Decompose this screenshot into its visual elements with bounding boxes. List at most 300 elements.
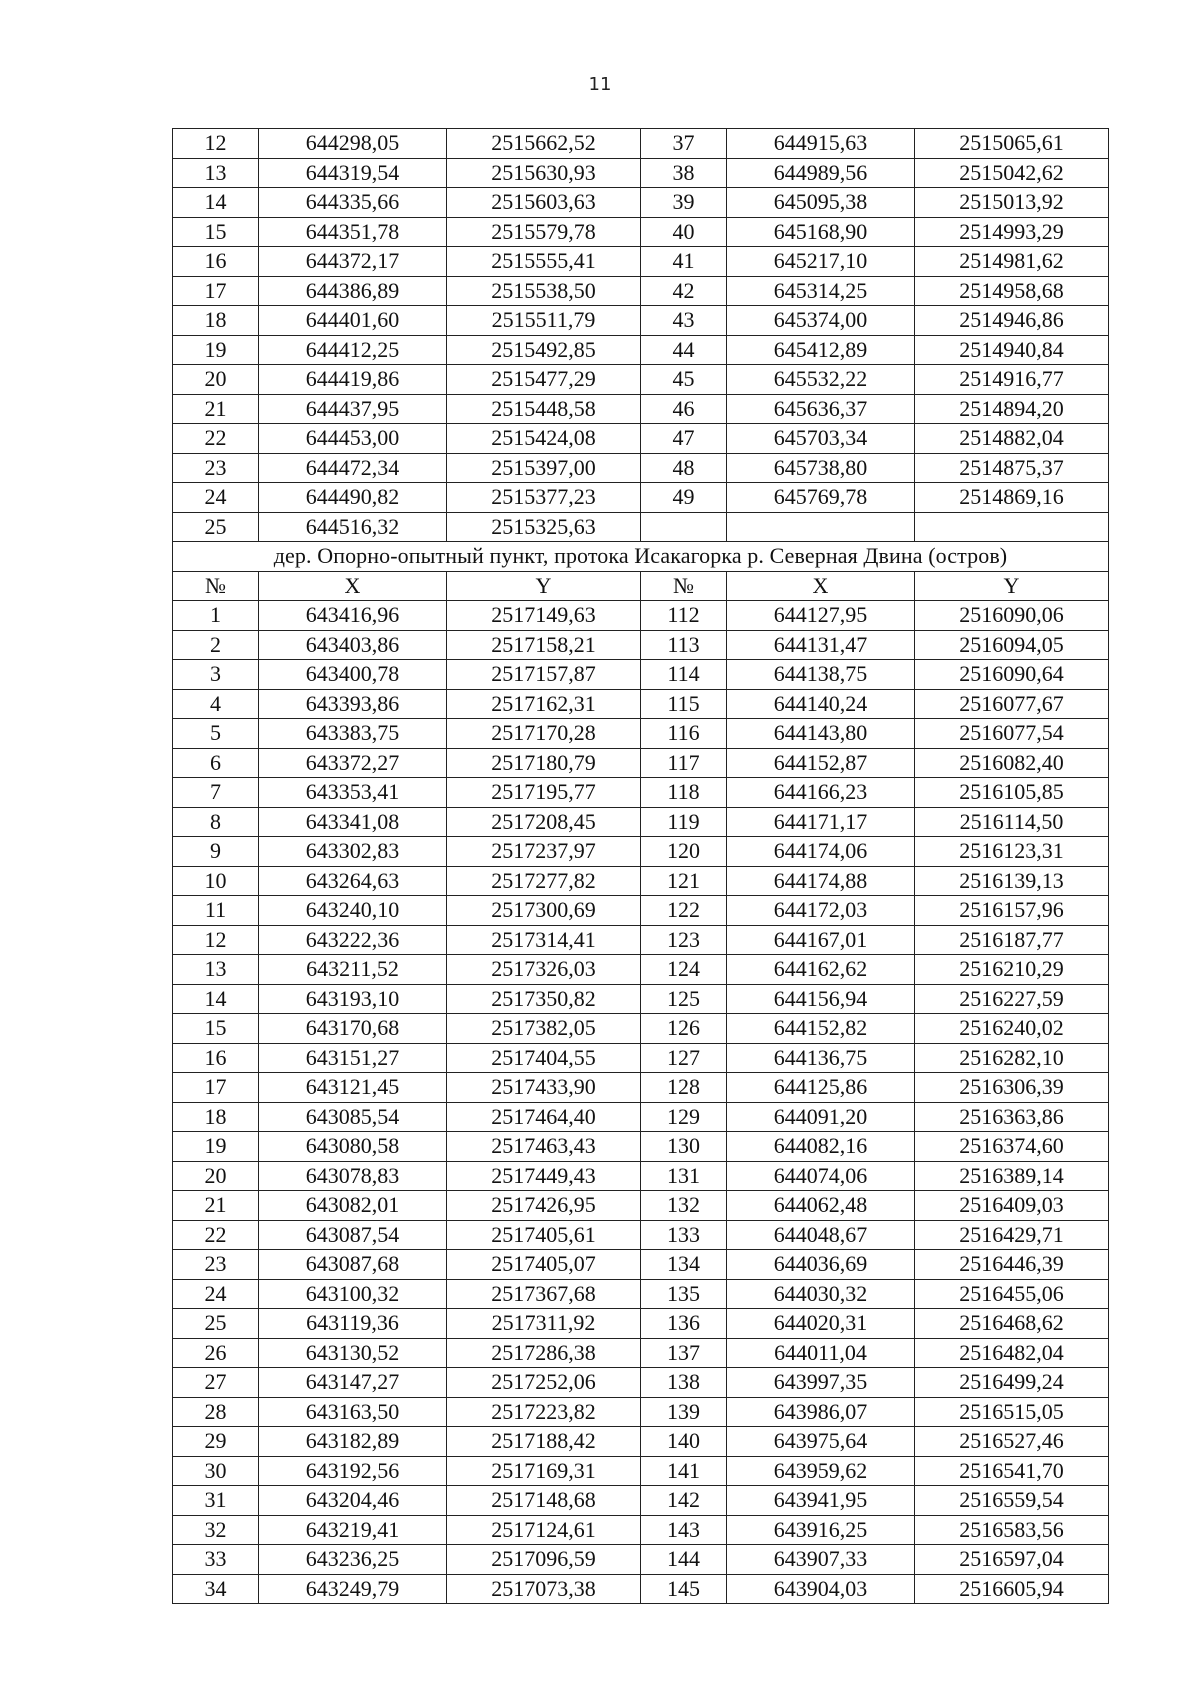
x-value: 644152,87 xyxy=(727,748,915,778)
point-number: 31 xyxy=(173,1486,259,1516)
x-value: 643353,41 xyxy=(259,778,447,808)
x-value: 644138,75 xyxy=(727,660,915,690)
x-value: 643264,63 xyxy=(259,866,447,896)
point-number: 16 xyxy=(173,1043,259,1073)
x-value: 644048,67 xyxy=(727,1220,915,1250)
y-value: 2517169,31 xyxy=(447,1456,641,1486)
point-number: 135 xyxy=(641,1279,727,1309)
x-value: 643170,68 xyxy=(259,1014,447,1044)
x-value: 643400,78 xyxy=(259,660,447,690)
x-value: 644372,17 xyxy=(259,247,447,277)
point-number: 112 xyxy=(641,601,727,631)
point-number: 145 xyxy=(641,1574,727,1604)
point-number: 23 xyxy=(173,453,259,483)
point-number: 134 xyxy=(641,1250,727,1280)
point-number: 137 xyxy=(641,1338,727,1368)
y-value: 2517195,77 xyxy=(447,778,641,808)
y-value: 2517237,97 xyxy=(447,837,641,867)
x-value: 643119,36 xyxy=(259,1309,447,1339)
y-value: 2515325,63 xyxy=(447,512,641,542)
table-row xyxy=(173,601,1109,631)
x-value: 644030,32 xyxy=(727,1279,915,1309)
point-number: 17 xyxy=(173,276,259,306)
table-row xyxy=(173,1043,1109,1073)
y-value: 2517073,38 xyxy=(447,1574,641,1604)
y-value: 2516187,77 xyxy=(915,925,1109,955)
y-value: 2517449,43 xyxy=(447,1161,641,1191)
point-number: 13 xyxy=(173,158,259,188)
table-row xyxy=(173,807,1109,837)
point-number: 21 xyxy=(173,1191,259,1221)
y-value: 2517162,31 xyxy=(447,689,641,719)
x-value: 644140,24 xyxy=(727,689,915,719)
y-value: 2517157,87 xyxy=(447,660,641,690)
y-value: 2514916,77 xyxy=(915,365,1109,395)
table-row xyxy=(173,453,1109,483)
point-number: 15 xyxy=(173,217,259,247)
y-value: 2515065,61 xyxy=(915,129,1109,159)
point-number: 44 xyxy=(641,335,727,365)
x-value: 645412,89 xyxy=(727,335,915,365)
x-value: 643383,75 xyxy=(259,719,447,749)
table-row xyxy=(173,1279,1109,1309)
header-row xyxy=(173,571,1109,601)
y-value: 2515448,58 xyxy=(447,394,641,424)
table-row xyxy=(173,984,1109,1014)
point-number: 115 xyxy=(641,689,727,719)
table-row xyxy=(173,866,1109,896)
x-value: 645636,37 xyxy=(727,394,915,424)
y-value: 2516306,39 xyxy=(915,1073,1109,1103)
point-number: 116 xyxy=(641,719,727,749)
x-value: 643087,68 xyxy=(259,1250,447,1280)
point-number: 34 xyxy=(173,1574,259,1604)
y-value: 2517124,61 xyxy=(447,1515,641,1545)
table-row xyxy=(173,1397,1109,1427)
point-number: 12 xyxy=(173,129,259,159)
y-value: 2515662,52 xyxy=(447,129,641,159)
x-value: 644036,69 xyxy=(727,1250,915,1280)
table-row xyxy=(173,630,1109,660)
point-number: 40 xyxy=(641,217,727,247)
point-number: 124 xyxy=(641,955,727,985)
x-value: 643151,27 xyxy=(259,1043,447,1073)
y-value: 2514940,84 xyxy=(915,335,1109,365)
table-row xyxy=(173,1486,1109,1516)
table-row xyxy=(173,1102,1109,1132)
point-number: 128 xyxy=(641,1073,727,1103)
table-row xyxy=(173,188,1109,218)
x-value: 644298,05 xyxy=(259,129,447,159)
y-value: 2514946,86 xyxy=(915,306,1109,336)
header-x-2: X xyxy=(727,571,915,601)
y-value: 2517149,63 xyxy=(447,601,641,631)
x-value: 643085,54 xyxy=(259,1102,447,1132)
point-number: 41 xyxy=(641,247,727,277)
point-number: 6 xyxy=(173,748,259,778)
y-value: 2514958,68 xyxy=(915,276,1109,306)
table-row xyxy=(173,778,1109,808)
point-number: 3 xyxy=(173,660,259,690)
point-number: 10 xyxy=(173,866,259,896)
x-value: 643240,10 xyxy=(259,896,447,926)
table-row xyxy=(173,158,1109,188)
point-number: 14 xyxy=(173,984,259,1014)
x-value: 643204,46 xyxy=(259,1486,447,1516)
y-value: 2516105,85 xyxy=(915,778,1109,808)
x-value: 644174,88 xyxy=(727,866,915,896)
point-number: 142 xyxy=(641,1486,727,1516)
y-value: 2516139,13 xyxy=(915,866,1109,896)
point-number: 37 xyxy=(641,129,727,159)
x-value: 644490,82 xyxy=(259,483,447,513)
y-value: 2515377,23 xyxy=(447,483,641,513)
x-value: 643087,54 xyxy=(259,1220,447,1250)
x-value: 643080,58 xyxy=(259,1132,447,1162)
point-number: 117 xyxy=(641,748,727,778)
table-row xyxy=(173,424,1109,454)
x-value: 644020,31 xyxy=(727,1309,915,1339)
y-value: 2516499,24 xyxy=(915,1368,1109,1398)
table-row xyxy=(173,365,1109,395)
point-number: 14 xyxy=(173,188,259,218)
table-row xyxy=(173,1574,1109,1604)
x-value: 644412,25 xyxy=(259,335,447,365)
x-value: 644167,01 xyxy=(727,925,915,955)
y-value: 2516482,04 xyxy=(915,1338,1109,1368)
y-value: 2516429,71 xyxy=(915,1220,1109,1250)
point-number: 140 xyxy=(641,1427,727,1457)
x-value: 645217,10 xyxy=(727,247,915,277)
point-number: 2 xyxy=(173,630,259,660)
y-value: 2516210,29 xyxy=(915,955,1109,985)
y-value: 2515630,93 xyxy=(447,158,641,188)
y-value: 2516157,96 xyxy=(915,896,1109,926)
y-value: 2515013,92 xyxy=(915,188,1109,218)
x-value: 645314,25 xyxy=(727,276,915,306)
y-value: 2514894,20 xyxy=(915,394,1109,424)
point-number: 18 xyxy=(173,306,259,336)
table-row xyxy=(173,483,1109,513)
x-value: 643219,41 xyxy=(259,1515,447,1545)
y-value: 2515397,00 xyxy=(447,453,641,483)
x-value: 643222,36 xyxy=(259,925,447,955)
y-value: 2517096,59 xyxy=(447,1545,641,1575)
table-row xyxy=(173,1368,1109,1398)
table-row xyxy=(173,1220,1109,1250)
x-value: 644351,78 xyxy=(259,217,447,247)
point-number: 7 xyxy=(173,778,259,808)
x-value: 643100,32 xyxy=(259,1279,447,1309)
point-number: 144 xyxy=(641,1545,727,1575)
point-number: 138 xyxy=(641,1368,727,1398)
x-value: 644335,66 xyxy=(259,188,447,218)
point-number: 25 xyxy=(173,512,259,542)
y-value: 2516082,40 xyxy=(915,748,1109,778)
x-value: 643147,27 xyxy=(259,1368,447,1398)
x-value: 643403,86 xyxy=(259,630,447,660)
y-value: 2517300,69 xyxy=(447,896,641,926)
point-number: 127 xyxy=(641,1043,727,1073)
x-value: 644011,04 xyxy=(727,1338,915,1368)
y-value: 2517405,61 xyxy=(447,1220,641,1250)
y-value: 2517464,40 xyxy=(447,1102,641,1132)
x-value: 643182,89 xyxy=(259,1427,447,1457)
y-value: 2516077,67 xyxy=(915,689,1109,719)
point-number: 47 xyxy=(641,424,727,454)
x-value: 643130,52 xyxy=(259,1338,447,1368)
y-value: 2515555,41 xyxy=(447,247,641,277)
y-value: 2517311,92 xyxy=(447,1309,641,1339)
y-value: 2517286,38 xyxy=(447,1338,641,1368)
x-value: 643986,07 xyxy=(727,1397,915,1427)
y-value: 2517277,82 xyxy=(447,866,641,896)
y-value: 2517433,90 xyxy=(447,1073,641,1103)
point-number: 30 xyxy=(173,1456,259,1486)
table-row xyxy=(173,1338,1109,1368)
point-number: 21 xyxy=(173,394,259,424)
x-value: 645095,38 xyxy=(727,188,915,218)
y-value: 2517158,21 xyxy=(447,630,641,660)
x-value: 644062,48 xyxy=(727,1191,915,1221)
x-value: 645374,00 xyxy=(727,306,915,336)
point-number: 38 xyxy=(641,158,727,188)
y-value: 2517148,68 xyxy=(447,1486,641,1516)
point-number: 141 xyxy=(641,1456,727,1486)
x-value: 643904,03 xyxy=(727,1574,915,1604)
y-value: 2517252,06 xyxy=(447,1368,641,1398)
section-title-row xyxy=(173,542,1109,572)
x-value: 643192,56 xyxy=(259,1456,447,1486)
y-value: 2515603,63 xyxy=(447,188,641,218)
y-value: 2516446,39 xyxy=(915,1250,1109,1280)
header-number-1: № xyxy=(173,571,259,601)
x-value: 643975,64 xyxy=(727,1427,915,1457)
point-number: 43 xyxy=(641,306,727,336)
point-number: 16 xyxy=(173,247,259,277)
y-value: 2517350,82 xyxy=(447,984,641,1014)
point-number: 118 xyxy=(641,778,727,808)
x-value: 645703,34 xyxy=(727,424,915,454)
y-value: 2516527,46 xyxy=(915,1427,1109,1457)
page-number: 11 xyxy=(588,74,612,95)
table-row xyxy=(173,1014,1109,1044)
y-value: 2516114,50 xyxy=(915,807,1109,837)
point-number: 136 xyxy=(641,1309,727,1339)
header-number-2: № xyxy=(641,571,727,601)
x-value: 645738,80 xyxy=(727,453,915,483)
point-number: 45 xyxy=(641,365,727,395)
x-value: 643959,62 xyxy=(727,1456,915,1486)
table-row xyxy=(173,512,1109,542)
point-number: 23 xyxy=(173,1250,259,1280)
x-value: 644419,86 xyxy=(259,365,447,395)
point-number: 20 xyxy=(173,365,259,395)
table-row xyxy=(173,896,1109,926)
x-value: 644143,80 xyxy=(727,719,915,749)
x-value: 643393,86 xyxy=(259,689,447,719)
table-row xyxy=(173,689,1109,719)
point-number: 22 xyxy=(173,1220,259,1250)
point-number: 24 xyxy=(173,1279,259,1309)
table-row xyxy=(173,660,1109,690)
point-number: 13 xyxy=(173,955,259,985)
y-value: 2515511,79 xyxy=(447,306,641,336)
x-value: 644166,23 xyxy=(727,778,915,808)
y-value: 2515492,85 xyxy=(447,335,641,365)
point-number: 22 xyxy=(173,424,259,454)
y-value: 2517426,95 xyxy=(447,1191,641,1221)
table-row xyxy=(173,306,1109,336)
table-row xyxy=(173,837,1109,867)
point-number: 15 xyxy=(173,1014,259,1044)
x-value: 644437,95 xyxy=(259,394,447,424)
header-y-1: Y xyxy=(447,571,641,601)
x-value: 644152,82 xyxy=(727,1014,915,1044)
bottom-section xyxy=(173,601,1109,1604)
y-value: 2516515,05 xyxy=(915,1397,1109,1427)
point-number: 133 xyxy=(641,1220,727,1250)
x-value: 644074,06 xyxy=(727,1161,915,1191)
y-value: 2517170,28 xyxy=(447,719,641,749)
x-value: 643163,50 xyxy=(259,1397,447,1427)
point-number: 126 xyxy=(641,1014,727,1044)
y-value: 2516583,56 xyxy=(915,1515,1109,1545)
y-value: 2516363,86 xyxy=(915,1102,1109,1132)
x-value: 644125,86 xyxy=(727,1073,915,1103)
x-value: 643082,01 xyxy=(259,1191,447,1221)
y-value: 2516077,54 xyxy=(915,719,1109,749)
y-value: 2514993,29 xyxy=(915,217,1109,247)
table-row xyxy=(173,1250,1109,1280)
point-number: 19 xyxy=(173,335,259,365)
table-row xyxy=(173,1515,1109,1545)
x-value: 643249,79 xyxy=(259,1574,447,1604)
point-number: 129 xyxy=(641,1102,727,1132)
point-number: 33 xyxy=(173,1545,259,1575)
point-number: 114 xyxy=(641,660,727,690)
x-value: 643121,45 xyxy=(259,1073,447,1103)
table-row xyxy=(173,719,1109,749)
y-value: 2516094,05 xyxy=(915,630,1109,660)
x-value: 644453,00 xyxy=(259,424,447,454)
y-value: 2517463,43 xyxy=(447,1132,641,1162)
point-number: 48 xyxy=(641,453,727,483)
point-number: 32 xyxy=(173,1515,259,1545)
point-number: 29 xyxy=(173,1427,259,1457)
point-number: 120 xyxy=(641,837,727,867)
table-row xyxy=(173,394,1109,424)
x-value: 643997,35 xyxy=(727,1368,915,1398)
y-value: 2514875,37 xyxy=(915,453,1109,483)
x-value: 643341,08 xyxy=(259,807,447,837)
y-value: 2516468,62 xyxy=(915,1309,1109,1339)
y-value: 2516605,94 xyxy=(915,1574,1109,1604)
point-number: 132 xyxy=(641,1191,727,1221)
y-value: 2516389,14 xyxy=(915,1161,1109,1191)
x-value xyxy=(727,512,915,542)
y-value: 2515424,08 xyxy=(447,424,641,454)
x-value: 643941,95 xyxy=(727,1486,915,1516)
y-value: 2516227,59 xyxy=(915,984,1109,1014)
point-number: 113 xyxy=(641,630,727,660)
y-value: 2517382,05 xyxy=(447,1014,641,1044)
coordinates-table xyxy=(172,128,1109,1604)
y-value: 2514981,62 xyxy=(915,247,1109,277)
point-number: 39 xyxy=(641,188,727,218)
point-number: 122 xyxy=(641,896,727,926)
x-value: 644156,94 xyxy=(727,984,915,1014)
y-value: 2514869,16 xyxy=(915,483,1109,513)
point-number: 8 xyxy=(173,807,259,837)
table-row xyxy=(173,925,1109,955)
table-row xyxy=(173,1427,1109,1457)
x-value: 644319,54 xyxy=(259,158,447,188)
table-row xyxy=(173,1545,1109,1575)
x-value: 645769,78 xyxy=(727,483,915,513)
x-value: 644136,75 xyxy=(727,1043,915,1073)
table-row xyxy=(173,1132,1109,1162)
x-value: 644082,16 xyxy=(727,1132,915,1162)
x-value: 643907,33 xyxy=(727,1545,915,1575)
x-value: 644989,56 xyxy=(727,158,915,188)
table-row xyxy=(173,1309,1109,1339)
y-value: 2516240,02 xyxy=(915,1014,1109,1044)
point-number: 17 xyxy=(173,1073,259,1103)
y-value: 2516597,04 xyxy=(915,1545,1109,1575)
table-row xyxy=(173,1073,1109,1103)
y-value: 2517367,68 xyxy=(447,1279,641,1309)
point-number: 119 xyxy=(641,807,727,837)
point-number: 4 xyxy=(173,689,259,719)
y-value: 2517180,79 xyxy=(447,748,641,778)
y-value: 2515538,50 xyxy=(447,276,641,306)
table-row xyxy=(173,276,1109,306)
top-section xyxy=(173,129,1109,542)
x-value: 643236,25 xyxy=(259,1545,447,1575)
y-value: 2517326,03 xyxy=(447,955,641,985)
table-row xyxy=(173,335,1109,365)
y-value: 2516123,31 xyxy=(915,837,1109,867)
point-number: 5 xyxy=(173,719,259,749)
point-number: 131 xyxy=(641,1161,727,1191)
table-row xyxy=(173,129,1109,159)
point-number: 125 xyxy=(641,984,727,1014)
x-value: 644915,63 xyxy=(727,129,915,159)
x-value: 644472,34 xyxy=(259,453,447,483)
x-value: 643078,83 xyxy=(259,1161,447,1191)
x-value: 644172,03 xyxy=(727,896,915,926)
table-row xyxy=(173,217,1109,247)
y-value: 2515579,78 xyxy=(447,217,641,247)
x-value: 643302,83 xyxy=(259,837,447,867)
point-number: 139 xyxy=(641,1397,727,1427)
table-row xyxy=(173,1191,1109,1221)
point-number: 25 xyxy=(173,1309,259,1339)
y-value: 2515042,62 xyxy=(915,158,1109,188)
y-value: 2516374,60 xyxy=(915,1132,1109,1162)
x-value: 643916,25 xyxy=(727,1515,915,1545)
x-value: 644401,60 xyxy=(259,306,447,336)
table-row xyxy=(173,1161,1109,1191)
x-value: 644386,89 xyxy=(259,276,447,306)
table-row xyxy=(173,955,1109,985)
point-number: 130 xyxy=(641,1132,727,1162)
point-number xyxy=(641,512,727,542)
y-value: 2517404,55 xyxy=(447,1043,641,1073)
point-number: 19 xyxy=(173,1132,259,1162)
point-number: 121 xyxy=(641,866,727,896)
